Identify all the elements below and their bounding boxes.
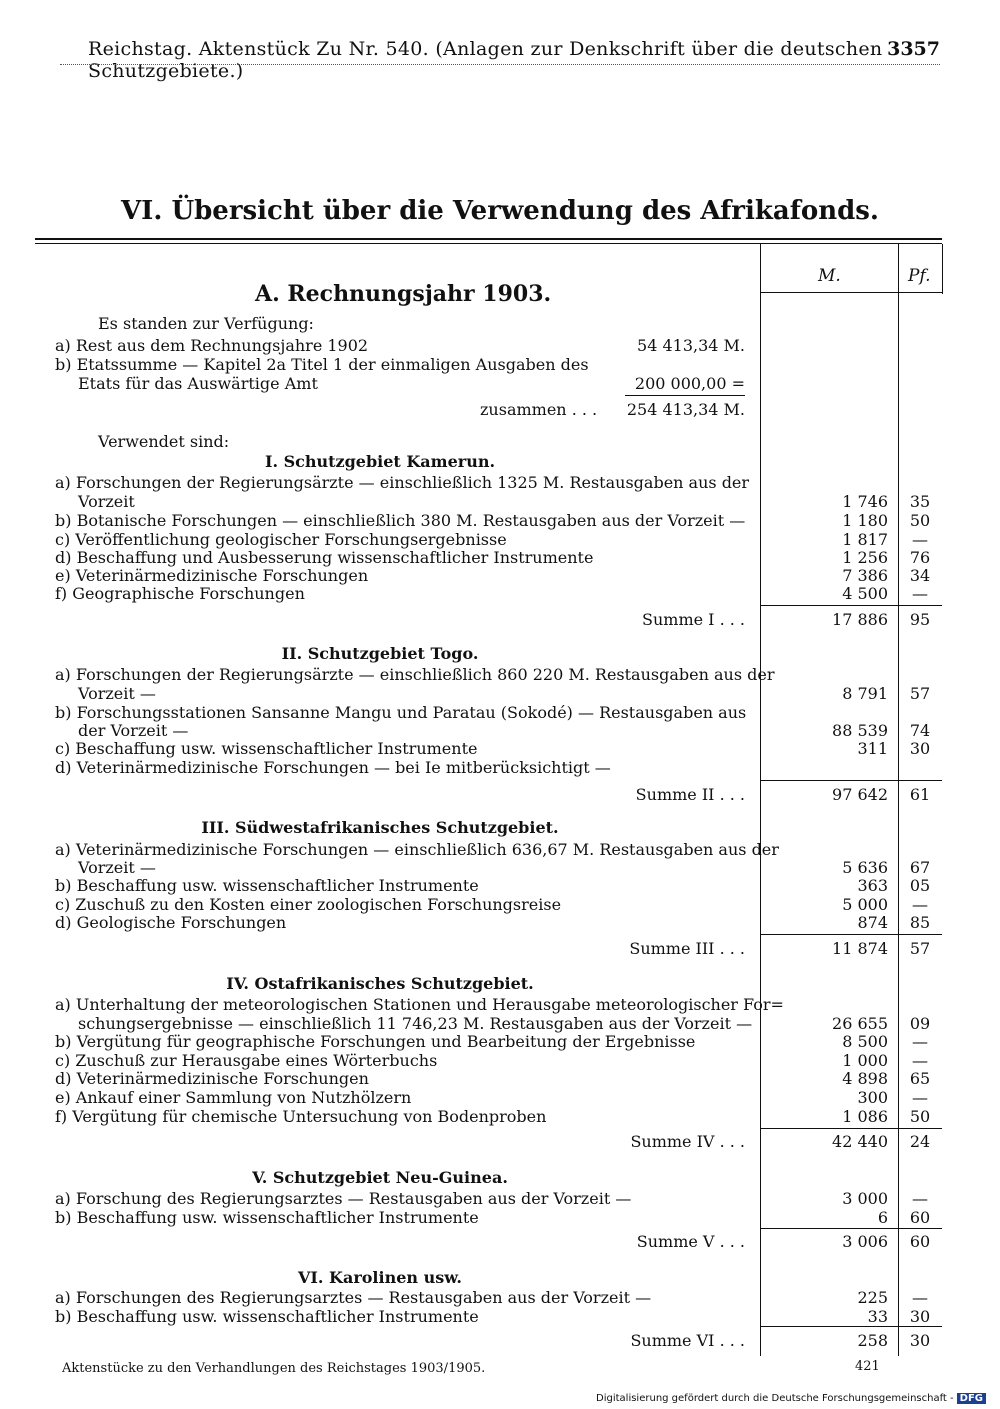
group-item-text: a) Forschungen der Regierungsärzte — einschließlich 860 220 M. Restausgaben aus der xyxy=(55,665,775,684)
sum-label: Summe II . . . xyxy=(635,785,745,804)
group-item-text: d) Veterinärmedizinische Forschungen xyxy=(55,1069,369,1088)
footer-number: 421 xyxy=(855,1359,880,1374)
item-pf: 05 xyxy=(909,876,931,895)
group-heading: V. Schutzgebiet Neu-Guinea. xyxy=(252,1168,508,1187)
title-rule-thin xyxy=(35,243,942,244)
group-item-text: c) Zuschuß zu den Kosten einer zoologischen Forschungsreise xyxy=(55,895,562,914)
column-header-pf: Pf. xyxy=(908,266,931,286)
item-mark: 88 539 xyxy=(832,721,888,740)
sum-label: Summe I . . . xyxy=(642,610,745,629)
used-intro: Verwendet sind: xyxy=(98,432,230,451)
item-mark: 26 655 xyxy=(832,1014,888,1033)
item-pf: 76 xyxy=(909,548,931,567)
group-heading: III. Südwestafrikanisches Schutzgebiet. xyxy=(201,818,559,837)
available-intro: Es standen zur Verfügung: xyxy=(98,314,314,333)
sum-rule xyxy=(760,934,942,935)
footer-source: Aktenstücke zu den Verhandlungen des Reichstages 1903/1905. xyxy=(62,1361,486,1376)
sum-label: Summe V . . . xyxy=(636,1232,745,1251)
item-pf: 35 xyxy=(909,492,931,511)
item-pf: 50 xyxy=(909,511,931,530)
item-pf: 09 xyxy=(909,1014,931,1033)
available-total-amount: 254 413,34 M. xyxy=(626,400,745,419)
item-mark: 3 000 xyxy=(842,1189,888,1208)
running-header: Reichstag. Aktenstück Zu Nr. 540. (Anlagen zur Denkschrift über die deutschen Schutzgebiete.) xyxy=(88,38,883,82)
available-sum-rule xyxy=(625,395,745,396)
digitization-credit xyxy=(596,1393,986,1404)
group-item-text: d) Beschaffung und Ausbesserung wissenschaftlicher Instrumente xyxy=(55,548,594,567)
group-item-text: b) Botanische Forschungen — einschließlich 380 M. Restausgaben aus der Vorzeit — xyxy=(55,511,746,530)
item-pf: 60 xyxy=(909,1208,931,1227)
sum-pf: 61 xyxy=(909,785,931,804)
sum-mark: 17 886 xyxy=(832,610,888,629)
column-header-rule xyxy=(760,292,942,293)
group-heading: I. Schutzgebiet Kamerun. xyxy=(264,452,496,471)
item-mark: 33 xyxy=(867,1307,888,1326)
group-item-text: e) Ankauf einer Sammlung von Nutzhölzern xyxy=(55,1088,412,1107)
column-header-mark: M. xyxy=(818,266,841,286)
item-pf: — xyxy=(912,530,928,549)
sum-rule xyxy=(760,1326,942,1327)
item-pf: 57 xyxy=(909,684,931,703)
group-item-text: b) Beschaffung usw. wissenschaftlicher Instrumente xyxy=(55,876,479,895)
page-number: 3357 xyxy=(887,38,940,60)
item-pf: — xyxy=(912,1032,928,1051)
group-item-text: Vorzeit xyxy=(78,492,135,511)
item-mark: 5 636 xyxy=(842,858,888,877)
group-item-text: Vorzeit — xyxy=(78,858,156,877)
item-mark: 4 500 xyxy=(842,584,888,603)
item-mark: 1 817 xyxy=(842,530,888,549)
group-heading: VI. Karolinen usw. xyxy=(298,1268,462,1287)
item-pf: — xyxy=(912,1189,928,1208)
credit-text: Digitalisierung gefördert durch die Deutsche Forschungsgemeinschaft - xyxy=(596,1393,954,1404)
dfg-logo: DFG xyxy=(957,1393,986,1404)
title-rule-thick xyxy=(35,238,942,240)
available-total-label: zusammen . . . xyxy=(480,400,598,419)
group-heading: IV. Ostafrikanisches Schutzgebiet. xyxy=(226,974,534,993)
group-item-text: a) Forschungen der Regierungsärzte — einschließlich 1325 M. Restausgaben aus der xyxy=(55,473,750,492)
item-mark: 6 xyxy=(877,1208,888,1227)
item-pf: 67 xyxy=(909,858,931,877)
sum-mark: 97 642 xyxy=(832,785,888,804)
group-item-text: b) Forschungsstationen Sansanne Mangu und Paratau (Sokodé) — Restausgaben aus xyxy=(55,703,747,722)
available-a-amount: 54 413,34 M. xyxy=(637,336,745,355)
item-pf: — xyxy=(912,1051,928,1070)
group-item-text: f) Vergütung für chemische Untersuchung von Bodenproben xyxy=(55,1107,547,1126)
item-pf: — xyxy=(912,584,928,603)
sum-rule xyxy=(760,1228,942,1229)
item-pf: 74 xyxy=(909,721,931,740)
group-item-text: c) Zuschuß zur Herausgabe eines Wörterbuchs xyxy=(55,1051,438,1070)
item-pf: 34 xyxy=(909,566,931,585)
item-pf: 85 xyxy=(909,913,931,932)
available-b-label: Etats für das Auswärtige Amt xyxy=(78,374,318,393)
item-mark: 1 086 xyxy=(842,1107,888,1126)
item-mark: 5 000 xyxy=(842,895,888,914)
group-item-text: b) Vergütung für geographische Forschungen und Bearbeitung der Ergebnisse xyxy=(55,1032,696,1051)
item-mark: 300 xyxy=(857,1088,888,1107)
group-item-text: a) Forschungen des Regierungsarztes — Restausgaben aus der Vorzeit — xyxy=(55,1288,652,1307)
group-item-text: b) Beschaffung usw. wissenschaftlicher Instrumente xyxy=(55,1208,479,1227)
section-title: A. Rechnungsjahr 1903. xyxy=(255,281,552,307)
sum-mark: 3 006 xyxy=(842,1232,888,1251)
sum-label: Summe VI . . . xyxy=(630,1331,745,1350)
page-title: VI. Übersicht über die Verwendung des Afrikafonds. xyxy=(121,196,879,226)
available-b-line1: b) Etatssumme — Kapitel 2a Titel 1 der einmaligen Ausgaben des xyxy=(55,355,589,374)
group-item-text: a) Veterinärmedizinische Forschungen — einschließlich 636,67 M. Restausgaben aus der xyxy=(55,840,779,859)
sum-label: Summe IV . . . xyxy=(630,1132,745,1151)
item-pf: 30 xyxy=(909,739,931,758)
item-pf: — xyxy=(912,1288,928,1307)
item-mark: 225 xyxy=(857,1288,888,1307)
item-mark: 4 898 xyxy=(842,1069,888,1088)
header-divider xyxy=(60,64,940,65)
item-pf: 30 xyxy=(909,1307,931,1326)
sum-rule xyxy=(760,605,942,606)
item-mark: 363 xyxy=(857,876,888,895)
sum-pf: 95 xyxy=(909,610,931,629)
sum-rule xyxy=(760,1128,942,1129)
group-item-text: c) Veröffentlichung geologischer Forschungsergebnisse xyxy=(55,530,507,549)
group-item-text: d) Veterinärmedizinische Forschungen — bei Ie mitberücksichtigt — xyxy=(55,758,611,777)
sum-pf: 57 xyxy=(909,939,931,958)
sum-label: Summe III . . . xyxy=(629,939,745,958)
group-item-text: b) Beschaffung usw. wissenschaftlicher Instrumente xyxy=(55,1307,479,1326)
group-item-text: Vorzeit — xyxy=(78,684,156,703)
sum-mark: 11 874 xyxy=(832,939,888,958)
item-mark: 311 xyxy=(857,739,888,758)
item-mark: 1 256 xyxy=(842,548,888,567)
sum-mark: 42 440 xyxy=(832,1132,888,1151)
item-pf: 50 xyxy=(909,1107,931,1126)
item-mark: 1 180 xyxy=(842,511,888,530)
sum-rule xyxy=(760,780,942,781)
sum-pf: 30 xyxy=(909,1331,931,1350)
group-item-text: a) Forschung des Regierungsarztes — Restausgaben aus der Vorzeit — xyxy=(55,1189,632,1208)
group-item-text: a) Unterhaltung der meteorologischen Stationen und Herausgabe meteorologischer For= xyxy=(55,995,784,1014)
group-item-text: c) Beschaffung usw. wissenschaftlicher Instrumente xyxy=(55,739,478,758)
group-heading: II. Schutzgebiet Togo. xyxy=(281,644,479,663)
group-item-text: e) Veterinärmedizinische Forschungen xyxy=(55,566,369,585)
item-mark: 874 xyxy=(857,913,888,932)
sum-mark: 258 xyxy=(857,1331,888,1350)
sum-pf: 24 xyxy=(909,1132,931,1151)
item-mark: 8 500 xyxy=(842,1032,888,1051)
group-item-text: f) Geographische Forschungen xyxy=(55,584,305,603)
column-divider-right xyxy=(942,244,943,294)
item-pf: — xyxy=(912,895,928,914)
item-pf: 65 xyxy=(909,1069,931,1088)
item-mark: 1 746 xyxy=(842,492,888,511)
item-mark: 1 000 xyxy=(842,1051,888,1070)
item-pf: — xyxy=(912,1088,928,1107)
group-item-text: d) Geologische Forschungen xyxy=(55,913,287,932)
sum-pf: 60 xyxy=(909,1232,931,1251)
group-item-text: schungsergebnisse — einschließlich 11 746,23 M. Restausgaben aus der Vorzeit — xyxy=(78,1014,753,1033)
available-b-amount: 200 000,00 = xyxy=(634,374,745,393)
group-item-text: der Vorzeit — xyxy=(78,721,189,740)
item-mark: 8 791 xyxy=(842,684,888,703)
available-a-label: a) Rest aus dem Rechnungsjahre 1902 xyxy=(55,336,369,355)
item-mark: 7 386 xyxy=(842,566,888,585)
